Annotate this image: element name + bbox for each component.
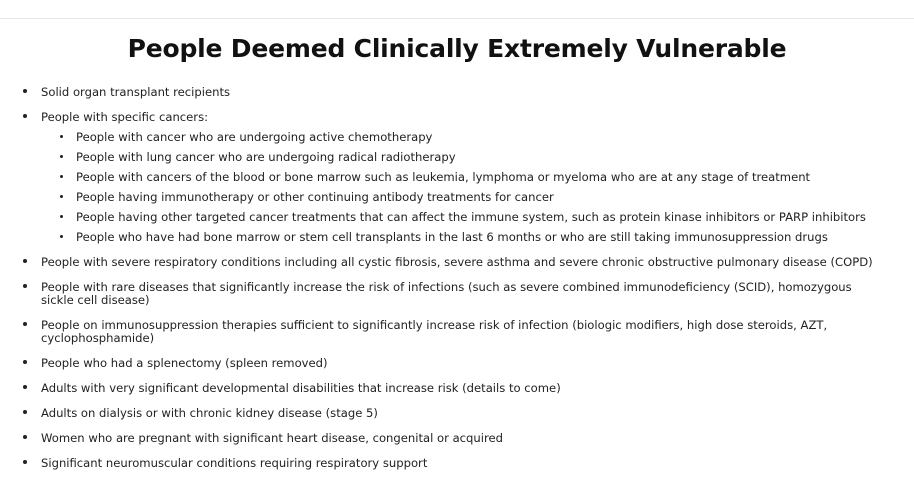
sub-bullet-text: People having other targeted cancer treatments that can affect the immune system, such as protein kinase inhibitors or PARP inhibitors [76, 210, 866, 224]
sub-bullet-icon [60, 235, 63, 238]
bullet-text: People with specific cancers: [41, 110, 209, 124]
bullet-item [0, 111, 900, 244]
sub-bullet-icon [60, 155, 63, 158]
sub-bullet-item [41, 151, 880, 164]
page-title: People Deemed Clinically Extremely Vulnerable [127, 34, 787, 63]
bullet-icon [23, 322, 27, 326]
sub-bullet-icon [60, 195, 63, 198]
bullet-icon [23, 435, 27, 439]
bullet-icon [23, 89, 27, 93]
bullet-text: Adults with very significant developmental disabilities that increase risk (details to come) [41, 381, 561, 395]
bullet-text: Significant neuromuscular conditions requiring respiratory support [41, 456, 428, 470]
bullet-item [0, 86, 900, 99]
sub-bullet-icon [60, 215, 63, 218]
sub-bullet-icon [60, 135, 63, 138]
bullet-icon [23, 460, 27, 464]
sub-bullet-item [41, 171, 880, 184]
bullet-item [0, 281, 900, 307]
bullet-text: Women who are pregnant with significant heart disease, congenital or acquired [41, 431, 503, 445]
sub-bullet-text: People having immunotherapy or other continuing antibody treatments for cancer [76, 190, 554, 204]
sub-bullet-item [41, 131, 880, 144]
bullet-text: People on immunosuppression therapies sufficient to significantly increase risk of infection (biologic modifiers, high dose steroids, AZT, cyclophosphamide) [41, 318, 828, 345]
sub-bullet-item [41, 191, 880, 204]
sub-bullet-text: People who have had bone marrow or stem cell transplants in the last 6 months or who are still taking immunosuppression drugs [76, 230, 828, 244]
bullet-item [0, 357, 900, 370]
bullet-icon [23, 385, 27, 389]
bullet-item [0, 407, 900, 420]
sub-bullet-item [41, 231, 880, 244]
sub-bullet-text: People with lung cancer who are undergoing radical radiotherapy [76, 150, 456, 164]
bullet-icon [23, 284, 27, 288]
bullet-item [0, 432, 900, 445]
sub-bullet-icon [60, 175, 63, 178]
bullet-icon [23, 360, 27, 364]
sub-bullet-item [41, 211, 880, 224]
bullet-text: People with rare diseases that significantly increase the risk of infections (such as severe combined immunodeficiency (SCID), homozygous sickle cell disease) [41, 280, 852, 307]
bullet-icon [23, 114, 27, 118]
bullet-icon [23, 410, 27, 414]
sub-bullet-text: People with cancer who are undergoing active chemotherapy [76, 130, 433, 144]
sub-bullet-text: People with cancers of the blood or bone marrow such as leukemia, lymphoma or myeloma who are at any stage of treatment [76, 170, 811, 184]
bullet-text: Solid organ transplant recipients [41, 85, 231, 99]
bullet-item [0, 256, 900, 269]
sub-bullet-list [41, 131, 880, 244]
bullet-icon [23, 259, 27, 263]
bullet-list [0, 86, 900, 470]
bullet-text: Adults on dialysis or with chronic kidney disease (stage 5) [41, 406, 378, 420]
bullet-item [0, 457, 900, 470]
bullet-text: People with severe respiratory conditions including all cystic fibrosis, severe asthma and severe chronic obstructive pulmonary disease (COPD) [41, 255, 873, 269]
bullet-item [0, 319, 900, 345]
bullet-item [0, 382, 900, 395]
bullet-text: People who had a splenectomy (spleen removed) [41, 356, 328, 370]
